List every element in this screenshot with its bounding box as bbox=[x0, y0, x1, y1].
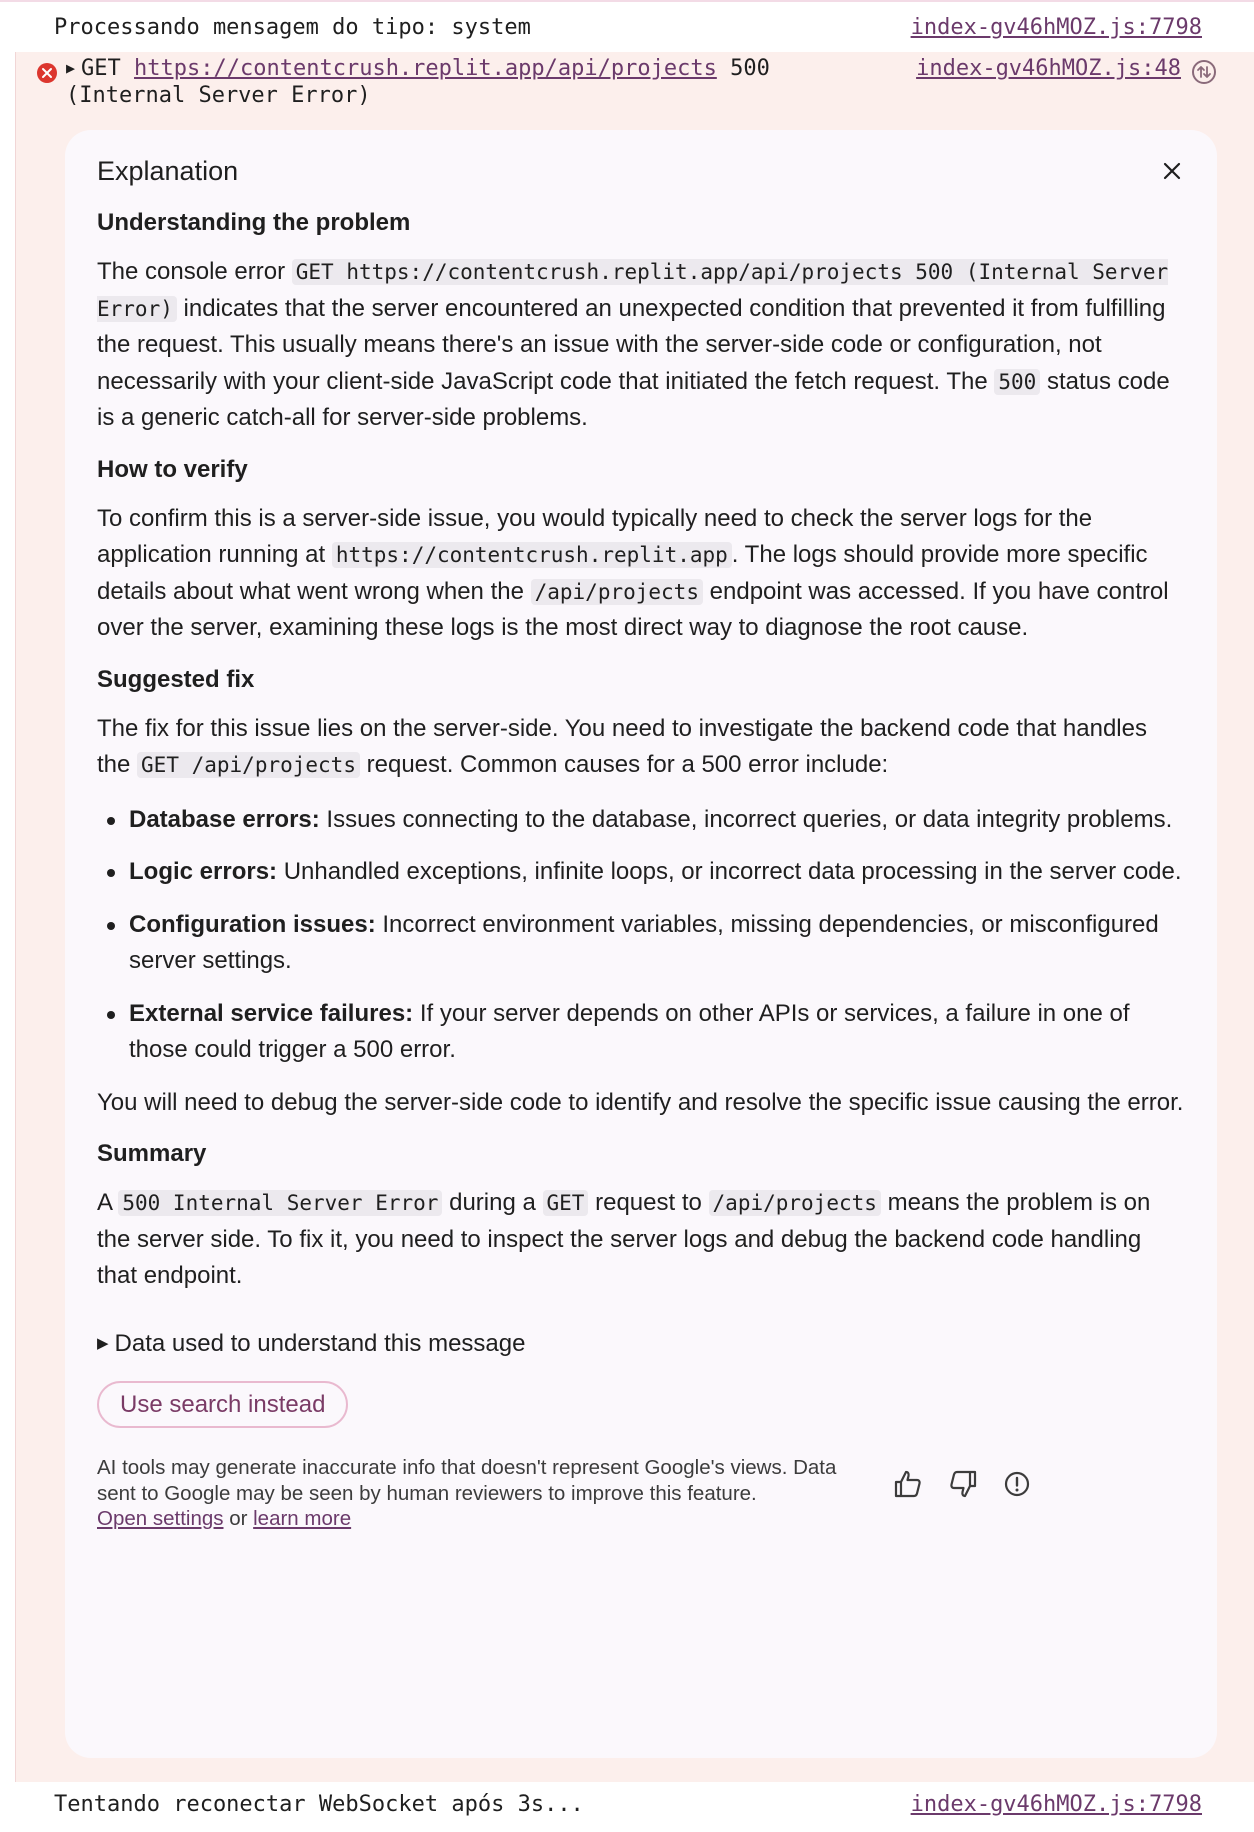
card-title: Explanation bbox=[97, 156, 239, 186]
thumb-down-icon[interactable] bbox=[946, 1467, 980, 1501]
ai-disclaimer: AI tools may generate inaccurate info that doesn't represent Google's views. Data sent to Google may be seen by human reviewers to improve this feature. Open settings or learn more bbox=[97, 1456, 837, 1530]
request-method: GET bbox=[81, 56, 121, 81]
section-paragraph: To confirm this is a server-side issue, you would typically need to check the server logs for the application running at https://contentcrush.replit.app . The logs should provide more specific details about what went wrong when the /api/projects endpoint was accessed. If you have control over the server, examining these logs is the most direct way to diagnose the root cause. bbox=[97, 504, 1169, 641]
explanation-body bbox=[97, 208, 1187, 1313]
inline-code: https://contentcrush.replit.app bbox=[332, 542, 732, 568]
inline-code: GET bbox=[543, 1190, 589, 1216]
section-heading: Understanding the problem bbox=[97, 209, 411, 236]
thumb-up-icon[interactable] bbox=[891, 1467, 925, 1501]
log-message: Processando mensagem do tipo: system bbox=[54, 15, 531, 40]
console-log-line bbox=[0, 0, 1254, 48]
list-item: Database errors: Issues connecting to the database, incorrect queries, or data integrity problems. bbox=[97, 802, 1187, 839]
section-paragraph: The fix for this issue lies on the server-side. You need to investigate the backend code that handles the GET /api/projects request. Common causes for a 500 error include: bbox=[97, 714, 1147, 778]
error-circle-icon bbox=[35, 61, 59, 85]
inline-code: GET /api/projects bbox=[137, 752, 360, 778]
section-heading: Suggested fix bbox=[97, 665, 255, 693]
inline-code: 500 Internal Server Error bbox=[118, 1190, 442, 1216]
ai-assist-icon[interactable] bbox=[1191, 59, 1217, 85]
console-log-line bbox=[0, 1782, 1254, 1832]
list-item: External service failures: If your server depends on other APIs or services, a failure in one of those could trigger a 500 error. bbox=[97, 996, 1187, 1069]
list-item: Logic errors: Unhandled exceptions, infinite loops, or incorrect data processing in the server code. bbox=[97, 854, 1187, 891]
section-paragraph: You will need to debug the server-side code to identify and resolve the specific issue causing the error. bbox=[97, 1088, 1184, 1116]
log-message: Tentando reconectar WebSocket após 3s... bbox=[54, 1792, 584, 1817]
section-heading: How to verify bbox=[97, 455, 248, 483]
console-error-entry bbox=[15, 52, 1254, 1782]
error-summary[interactable] bbox=[66, 55, 806, 109]
explanation-card bbox=[65, 130, 1217, 1758]
expand-triangle-icon: ▶ bbox=[97, 1335, 109, 1352]
inline-code: 500 bbox=[994, 369, 1040, 395]
section-heading: Summary bbox=[97, 1140, 207, 1167]
close-icon bbox=[1162, 161, 1182, 181]
inline-code: /api/projects bbox=[531, 579, 703, 605]
learn-more-link[interactable]: learn more bbox=[253, 1507, 352, 1530]
causes-list bbox=[97, 802, 1187, 1069]
status-text: (Internal Server Error) bbox=[66, 83, 371, 108]
inline-code: GET https://contentcrush.replit.app/api/projects 500 (Internal Server Error) bbox=[97, 260, 1169, 321]
status-code: 500 bbox=[730, 56, 770, 81]
request-url-link[interactable]: https://contentcrush.replit.app/api/projects bbox=[134, 56, 717, 81]
close-button[interactable] bbox=[1157, 156, 1187, 186]
open-settings-link[interactable]: Open settings bbox=[97, 1507, 224, 1530]
section-paragraph: A 500 Internal Server Error during a GET request to /api/projects means the problem is on the server side. To fix it, you need to inspect the server logs and debug the backend code handling that endpoint. bbox=[97, 1189, 1151, 1289]
section-paragraph: The console error GET https://contentcrush.replit.app/api/projects 500 (Internal Server Error) indicates that the server encountered an unexpected condition that prevented it from fulfilling the request. This usually means there's an issue with the server-side code or configuration, not necessarily with your client-side JavaScript code that initiated the fetch request. The 500 status code is a generic catch-all for server-side problems. bbox=[97, 258, 1170, 431]
data-used-toggle[interactable]: ▶ Data used to understand this message bbox=[97, 1330, 526, 1357]
use-search-button[interactable]: Use search instead bbox=[97, 1381, 348, 1428]
source-link[interactable]: index-gv46hMOZ.js:7798 bbox=[910, 15, 1202, 40]
report-icon[interactable] bbox=[1000, 1467, 1034, 1501]
source-link[interactable]: index-gv46hMOZ.js:48 bbox=[916, 56, 1181, 81]
source-link[interactable]: index-gv46hMOZ.js:7798 bbox=[910, 1792, 1202, 1817]
list-item: Configuration issues: Incorrect environment variables, missing dependencies, or misconfigured server settings. bbox=[97, 907, 1187, 980]
expand-triangle-icon[interactable]: ▶ bbox=[66, 59, 76, 77]
inline-code: /api/projects bbox=[709, 1190, 881, 1216]
